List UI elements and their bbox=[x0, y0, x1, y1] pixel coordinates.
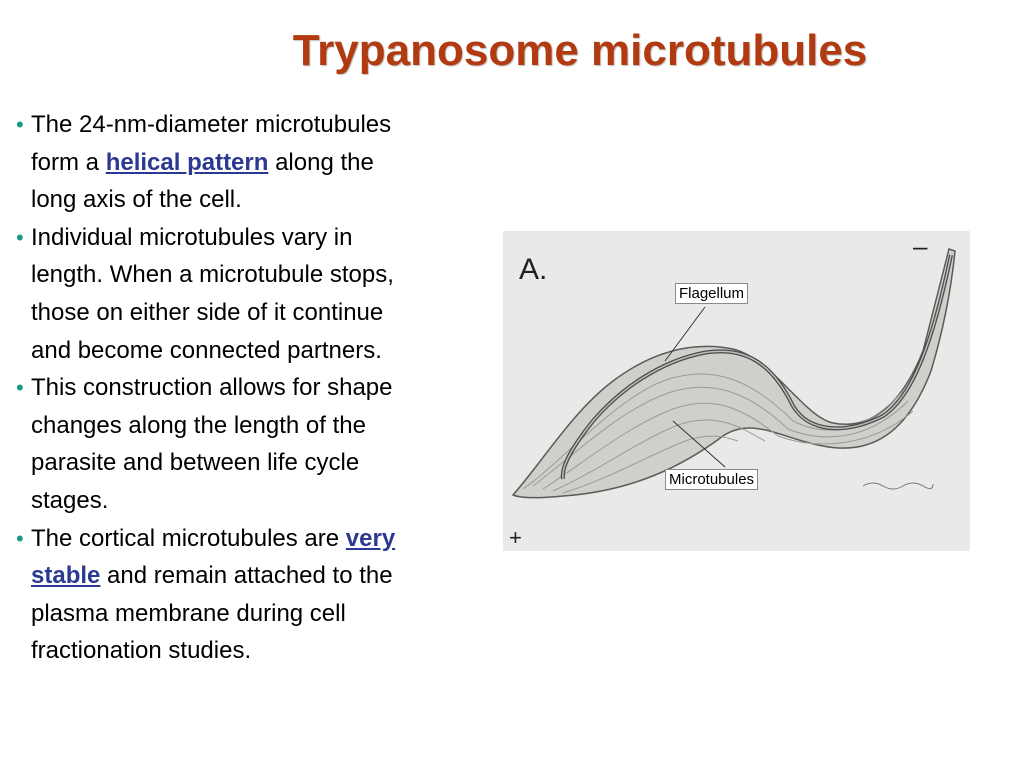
bullet-text: The cortical microtubules are bbox=[31, 524, 346, 552]
bullet-dot-icon: • bbox=[16, 112, 24, 137]
bullet-item bbox=[16, 369, 416, 519]
keyword-link[interactable]: very stable bbox=[31, 524, 396, 590]
trypanosome-figure bbox=[503, 231, 970, 551]
microtubules-callout: Microtubules bbox=[665, 469, 758, 490]
slide-title: Trypanosome microtubules bbox=[292, 26, 868, 75]
bullet-item bbox=[16, 520, 416, 670]
keyword-link[interactable]: helical pattern bbox=[105, 148, 269, 176]
bullet-item bbox=[16, 219, 416, 369]
bullet-dot-icon: • bbox=[16, 224, 24, 250]
panel-label: A. bbox=[519, 253, 548, 286]
signature-mark bbox=[863, 483, 933, 489]
bullet-text: and remain attached to the plasma membrane during cell fractionation studies. bbox=[31, 562, 393, 665]
trypanosome-drawing bbox=[503, 231, 970, 551]
flagellum-callout: Flagellum bbox=[675, 283, 748, 304]
bullet-item bbox=[16, 106, 416, 219]
bullet-list bbox=[16, 106, 416, 670]
bullet-dot-icon: • bbox=[16, 525, 24, 551]
bullet-text: Individual microtubules vary in length. When a microtubule stops, those on either side of it continue and become connected partners. bbox=[31, 223, 394, 364]
minus-label: – bbox=[913, 231, 928, 261]
bullet-text: The 24-nm-diameter microtubules form a bbox=[31, 111, 392, 176]
bullet-dot-icon: • bbox=[16, 375, 24, 401]
bullet-text: This construction allows for shape changes along the length of the parasite and between life cycle stages. bbox=[31, 374, 393, 514]
bullet-text: along the long axis of the cell. bbox=[31, 148, 374, 214]
plus-label: + bbox=[509, 525, 522, 550]
